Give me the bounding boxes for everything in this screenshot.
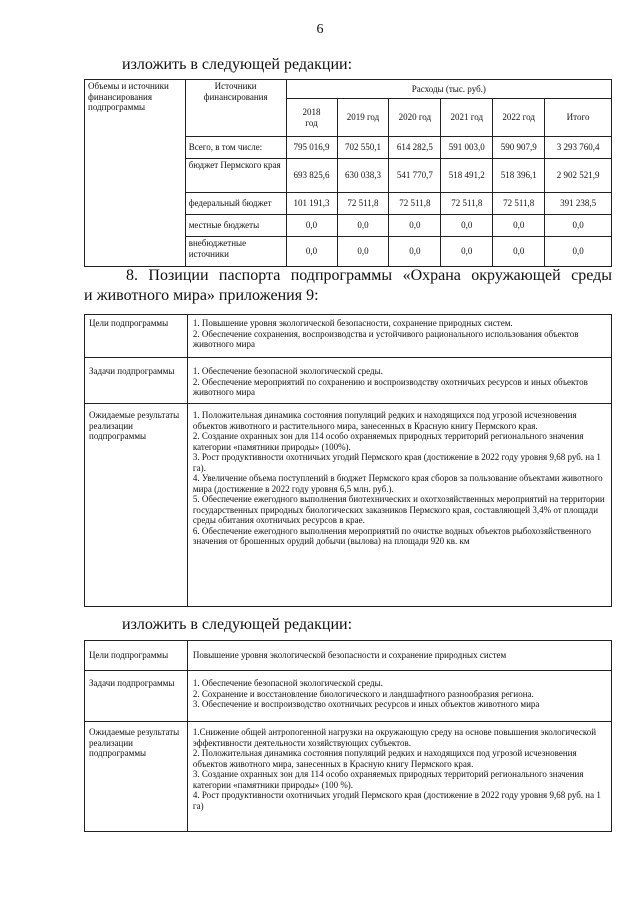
row-content [187, 641, 611, 671]
content-line: 3. Рост продуктивности охотничьих угодий Пермского края (достижение в 2022 году уровня 9,68 руб. на 1 га). [192, 452, 601, 473]
content-line: 3. Обеспечение и воспроизводство охотничьих ресурсов и иных объектов животного мира [192, 699, 540, 709]
cell-value: 591 003,0 [441, 137, 493, 159]
financing-table [84, 79, 612, 267]
content-line: 1. Обеспечение безопасной экологической среды. [192, 366, 383, 376]
content-line: Повышение уровня экологической безопасности и сохранение природных систем [192, 650, 507, 661]
cell-value: 614 282,5 [389, 137, 441, 159]
cell-value: 72 511,8 [493, 193, 545, 215]
year-header: 2019 год [337, 99, 389, 137]
cell-value: 702 550,1 [337, 137, 389, 159]
row-label: бюджет Пермского края [185, 159, 286, 193]
row-label: Цели подпрограммы [85, 315, 188, 358]
cell-value: 3 293 760,4 [545, 137, 612, 159]
cell-value: 541 770,7 [389, 159, 441, 193]
passport-table-old [84, 314, 612, 607]
content-line: 2. Обеспечение мероприятий по сохранению и воспроизводству охотничьих ресурсов и иных объектов животного мира [192, 376, 588, 397]
cell-value: 0,0 [389, 237, 441, 267]
year-header: 2022 год [493, 99, 545, 137]
cell-value: 0,0 [493, 237, 545, 267]
content-line: 3. Создание охранных зон для 114 особо охраняемых природных территорий регионального значения категории «памятники природы» (100 %). [192, 769, 584, 790]
content-line: 4. Рост продуктивности охотничьих угодий Пермского края (достижение в 2022 году уровня 9,68 руб. на 1 га) [192, 790, 601, 811]
section-8-paragraph [84, 266, 612, 306]
content-line: 1. Положительная динамика состояния популяций редких и находящихся под угрозой исчезновения объектов животного и растительного мира, занесенных в Красную книгу Пермского края. [192, 410, 577, 431]
cell-value: 72 511,8 [441, 193, 493, 215]
cell-value: 0,0 [286, 237, 337, 267]
row-label: Ожидаемые результаты реализации подпрограммы [85, 722, 188, 832]
page-number: 6 [316, 22, 324, 37]
section-8-line-2: и животного мира» приложения 9: [84, 287, 319, 304]
content-line: 1. Обеспечение безопасной экологической среды. [192, 678, 383, 688]
cell-value: 0,0 [545, 237, 612, 267]
cell-value: 101 191,3 [286, 193, 337, 215]
cell-value: 72 511,8 [337, 193, 389, 215]
passport-table-new [84, 640, 612, 832]
cell-value: 0,0 [545, 215, 612, 237]
row-content [187, 358, 611, 404]
cell-value: 0,0 [286, 215, 337, 237]
row-label: местные бюджеты [185, 215, 286, 237]
row-content [187, 671, 611, 722]
sources-header: Источники финансирования [185, 80, 286, 137]
row-label: Цели подпрограммы [85, 641, 188, 671]
content-line: 4. Увеличение объема поступлений в бюджет Пермского края сборов за пользование объектами животного мира (достижение в 2022 году уровня 6,5 млн. руб.). [192, 473, 603, 494]
cell-value: 518 491,2 [441, 159, 493, 193]
content-line: 2. Создание охранных зон для 114 особо охраняемых природных территорий регионального значения категории «памятники природы» (100%). [192, 431, 584, 452]
cell-value: 693 825,6 [286, 159, 337, 193]
cell-value: 0,0 [493, 215, 545, 237]
content-line: 1. Повышение уровня экологической безопасности, сохранение природных систем. [192, 318, 513, 328]
row-label: федеральный бюджет [185, 193, 286, 215]
section-8-line-1: 8. Позиции паспорта подпрограммы «Охрана окружающей среды [126, 267, 612, 284]
row-content [187, 315, 611, 358]
cell-value: 630 038,3 [337, 159, 389, 193]
cell-value: 72 511,8 [389, 193, 441, 215]
cell-value: 0,0 [389, 215, 441, 237]
cell-value: 2 902 521,9 [545, 159, 612, 193]
row-label: Задачи подпрограммы [85, 358, 188, 404]
content-line: 1.Снижение общей антропогенной нагрузки на окружающую среду на основе повышения экологической эффективности деятельности хозяйствующих субъектов. [192, 727, 597, 748]
year-header: 2020 год [389, 99, 441, 137]
row-content [187, 722, 611, 832]
cell-value: 0,0 [337, 237, 389, 267]
row-label: Всего, в том числе: [185, 137, 286, 159]
cell-value: 0,0 [441, 237, 493, 267]
row-content [187, 404, 611, 607]
row-label: внебюджетные источники [185, 237, 286, 267]
content-line: 2. Сохранение и восстановление биологического и ландшафтного разнообразия региона. [192, 688, 534, 699]
cell-value: 590 907,9 [493, 137, 545, 159]
cell-value: 0,0 [337, 215, 389, 237]
row-label: Задачи подпрограммы [85, 671, 188, 722]
year-header: 2018 год [286, 99, 337, 137]
heading-edit-1: изложить в следующей редакции: [122, 56, 353, 73]
expenses-header: Расходы (тыс. руб.) [286, 80, 611, 99]
heading-edit-2: изложить в следующей редакции: [122, 616, 353, 633]
cell-value: 391 238,5 [545, 193, 612, 215]
content-line: 2. Положительная динамика состояния популяций редких и находящихся под угрозой исчезновения объектов животного мира, занесенных в Красную книгу Пермского края. [192, 748, 577, 769]
cell-value: 795 016,9 [286, 137, 337, 159]
year-header: Итого [545, 99, 612, 137]
year-header: 2021 год [441, 99, 493, 137]
content-line: 2. Обеспечение сохранения, воспроизводства и устойчивого рационального использования объектов животного мира [192, 328, 579, 349]
content-line: 6. Обеспечение ежегодного выполнения мероприятий по очистке водных объектов рыбохозяйственного значения от брошенных орудий добычи (вылова) на площади 920 кв. км [192, 525, 592, 546]
financing-label: Объемы и источники финансирования подпрограммы [85, 80, 186, 267]
row-label: Ожидаемые результаты реализации подпрограммы [85, 404, 188, 607]
content-line: 5. Обеспечение ежегодного выполнения биотехнических и охотхозяйственных мероприятий на территории государственных природных биологических заказников Пермского края, составляющей 3,4% от площади среды обитания охотничьих ресурсов в крае. [192, 494, 605, 525]
cell-value: 0,0 [441, 215, 493, 237]
cell-value: 518 396,1 [493, 159, 545, 193]
